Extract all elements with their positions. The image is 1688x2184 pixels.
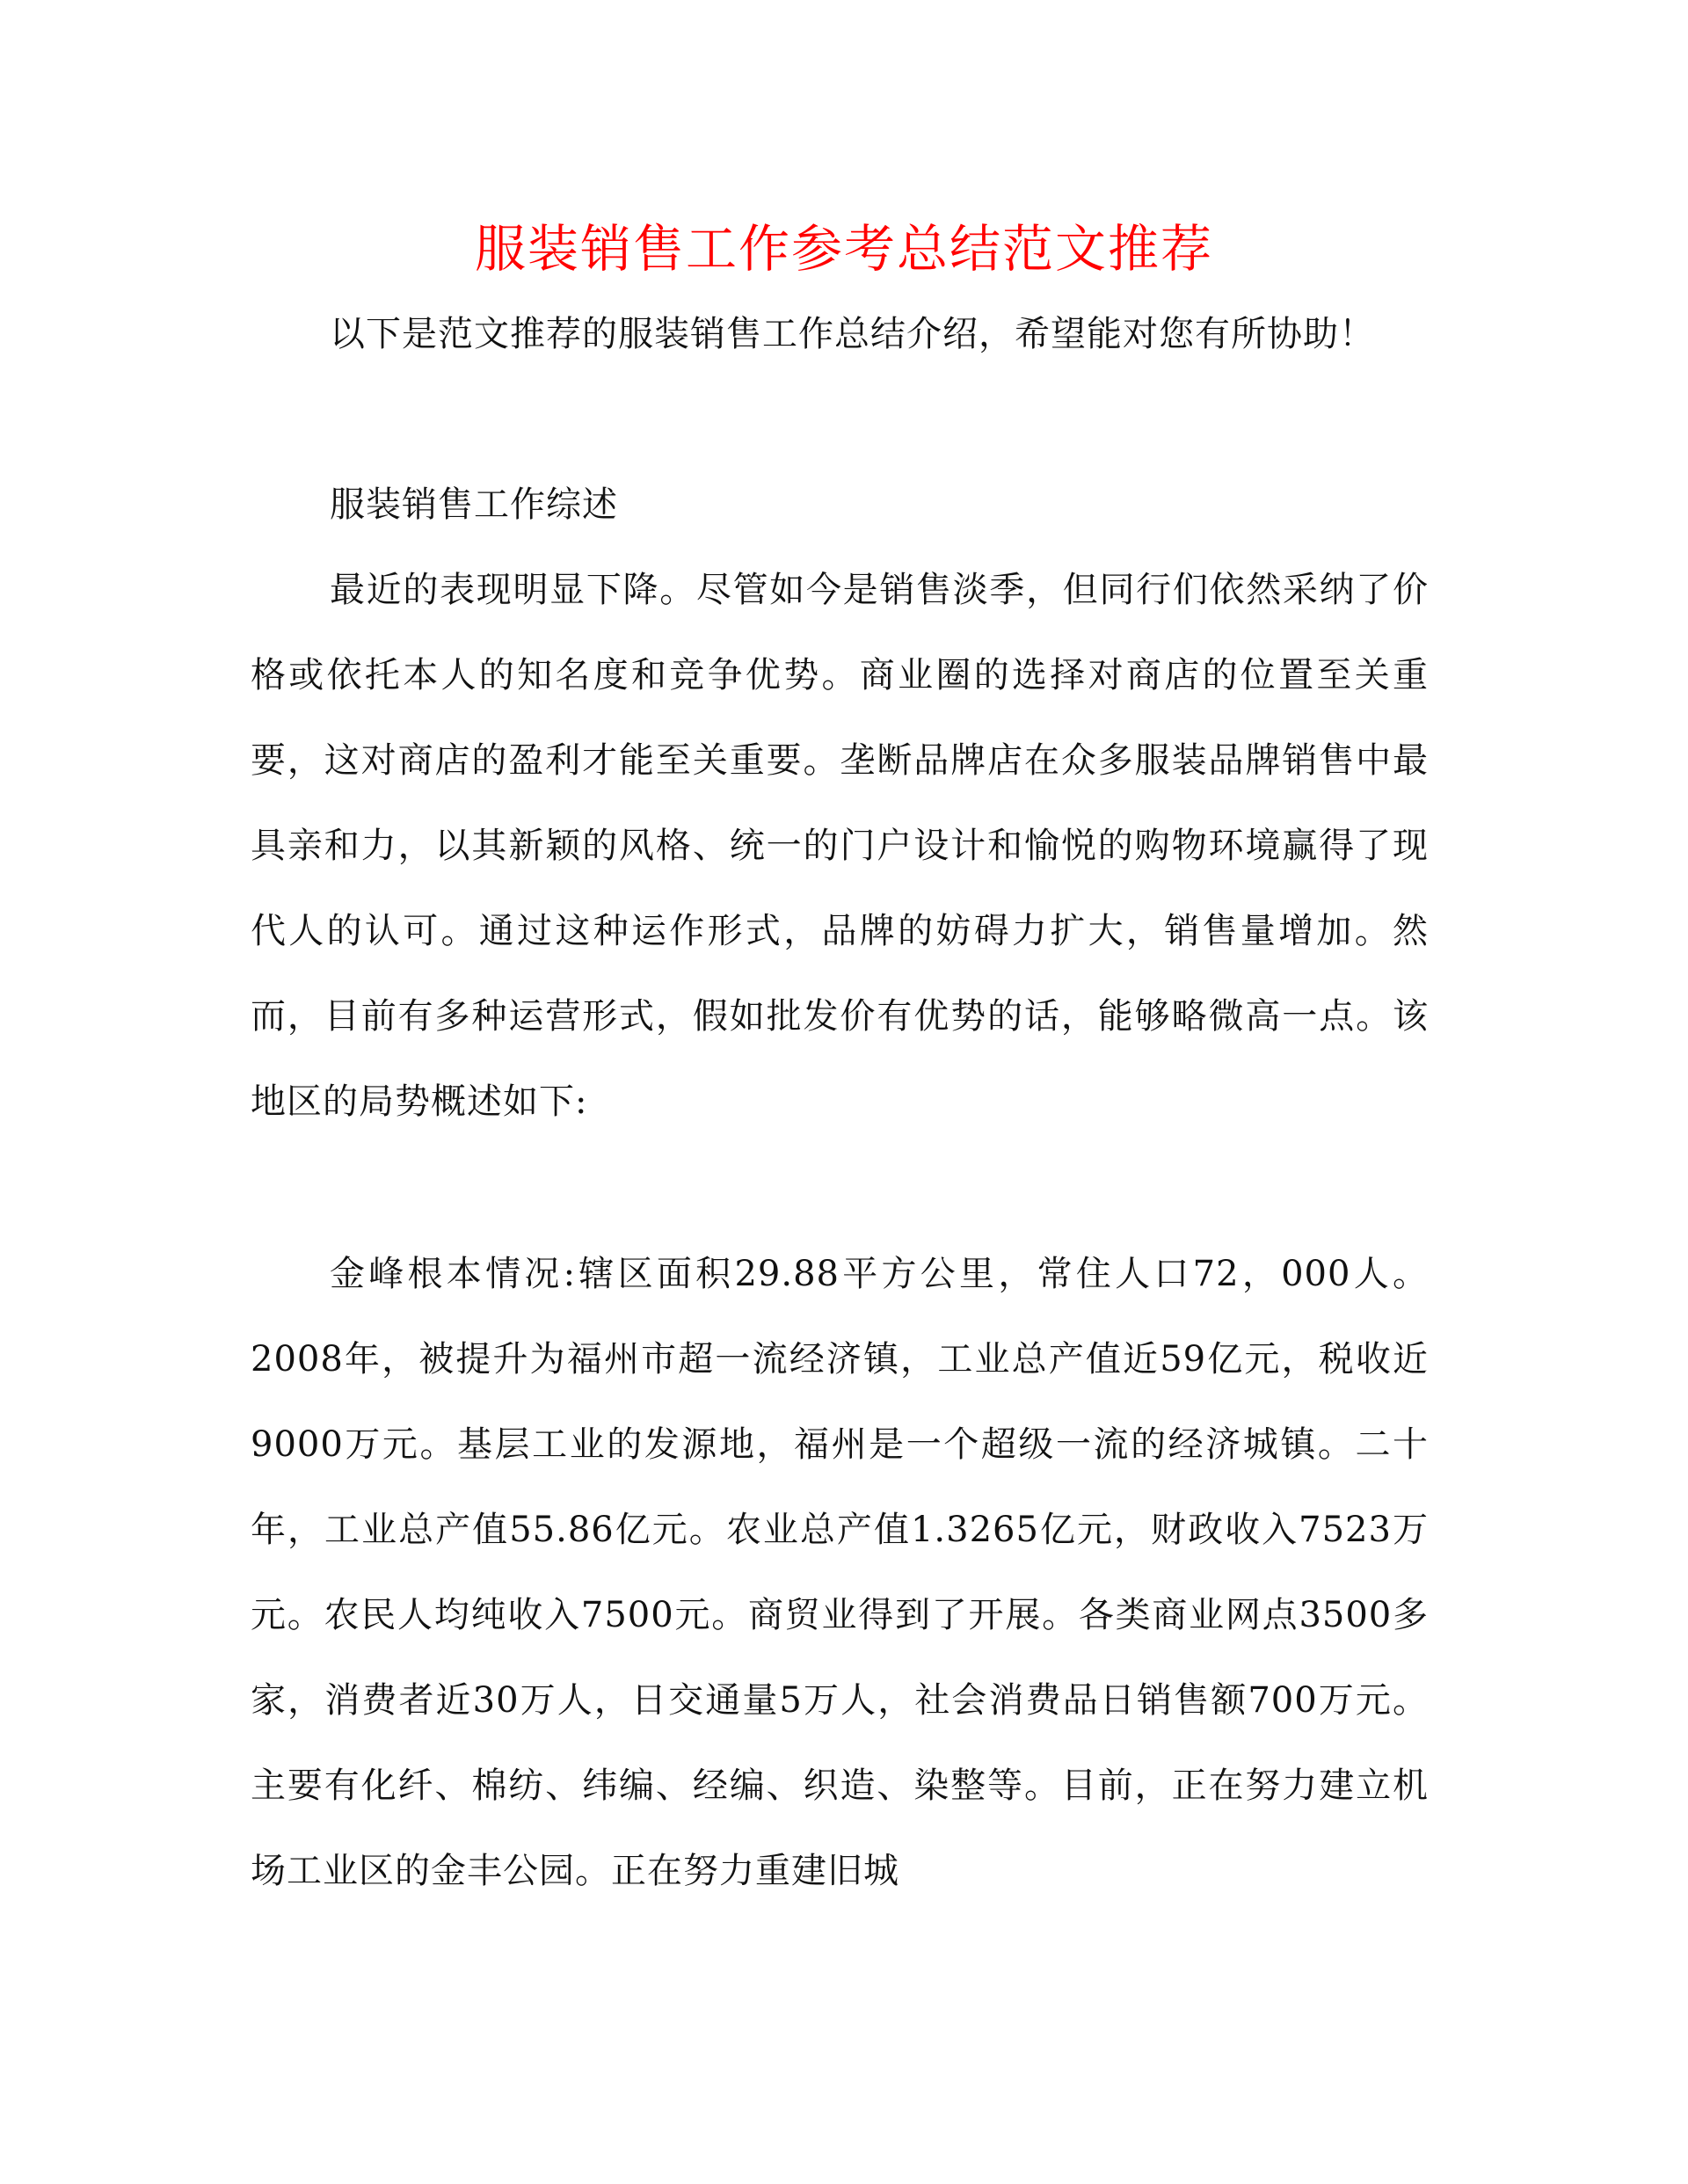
document-title: 服装销售工作参考总结范文推荐	[474, 219, 1213, 279]
intro-paragraph: 以下是范文推荐的服装销售工作总结介绍，希望能对您有所协助！	[330, 314, 1375, 354]
section-heading: 服装销售工作综述	[330, 484, 618, 525]
jinfeng-paragraph: 金峰根本情况:辖区面积29.88平方公里，常住人口72，000人。2008年，被提升为福州市超一流经济镇，工业总产值近59亿元，税收近9000万元。基层工业的发源地，福州是一个超级一流的经济城镇。二十年，工业总产值55.86亿元。农业总产值1.3265亿元，财政收入7523万元。农民人均纯收入7500元。商贸业得到了开展。各类商业网点3500多家，消费者近30万人，日交通量5万人，社会消费品日销售额700万元。主要有化纤、棉纺、纬编、经编、织造、染整等。目前，正在努力建立机场工业区的金丰公园。正在努力重建旧城	[251, 1254, 1429, 1891]
overview-paragraph: 最近的表现明显下降。尽管如今是销售淡季，但同行们依然采纳了价格或依托本人的知名度和竞争优势。商业圈的选择对商店的位置至关重要，这对商店的盈利才能至关重要。垄断品牌店在众多服装品牌销售中最具亲和力，以其新颖的风格、统一的门户设计和愉悦的购物环境赢得了现代人的认可。通过这种运作形式，品牌的妨碍力扩大，销售量增加。然而，目前有多种运营形式，假如批发价有优势的话，能够略微高一点。该地区的局势概述如下:	[251, 570, 1429, 1122]
